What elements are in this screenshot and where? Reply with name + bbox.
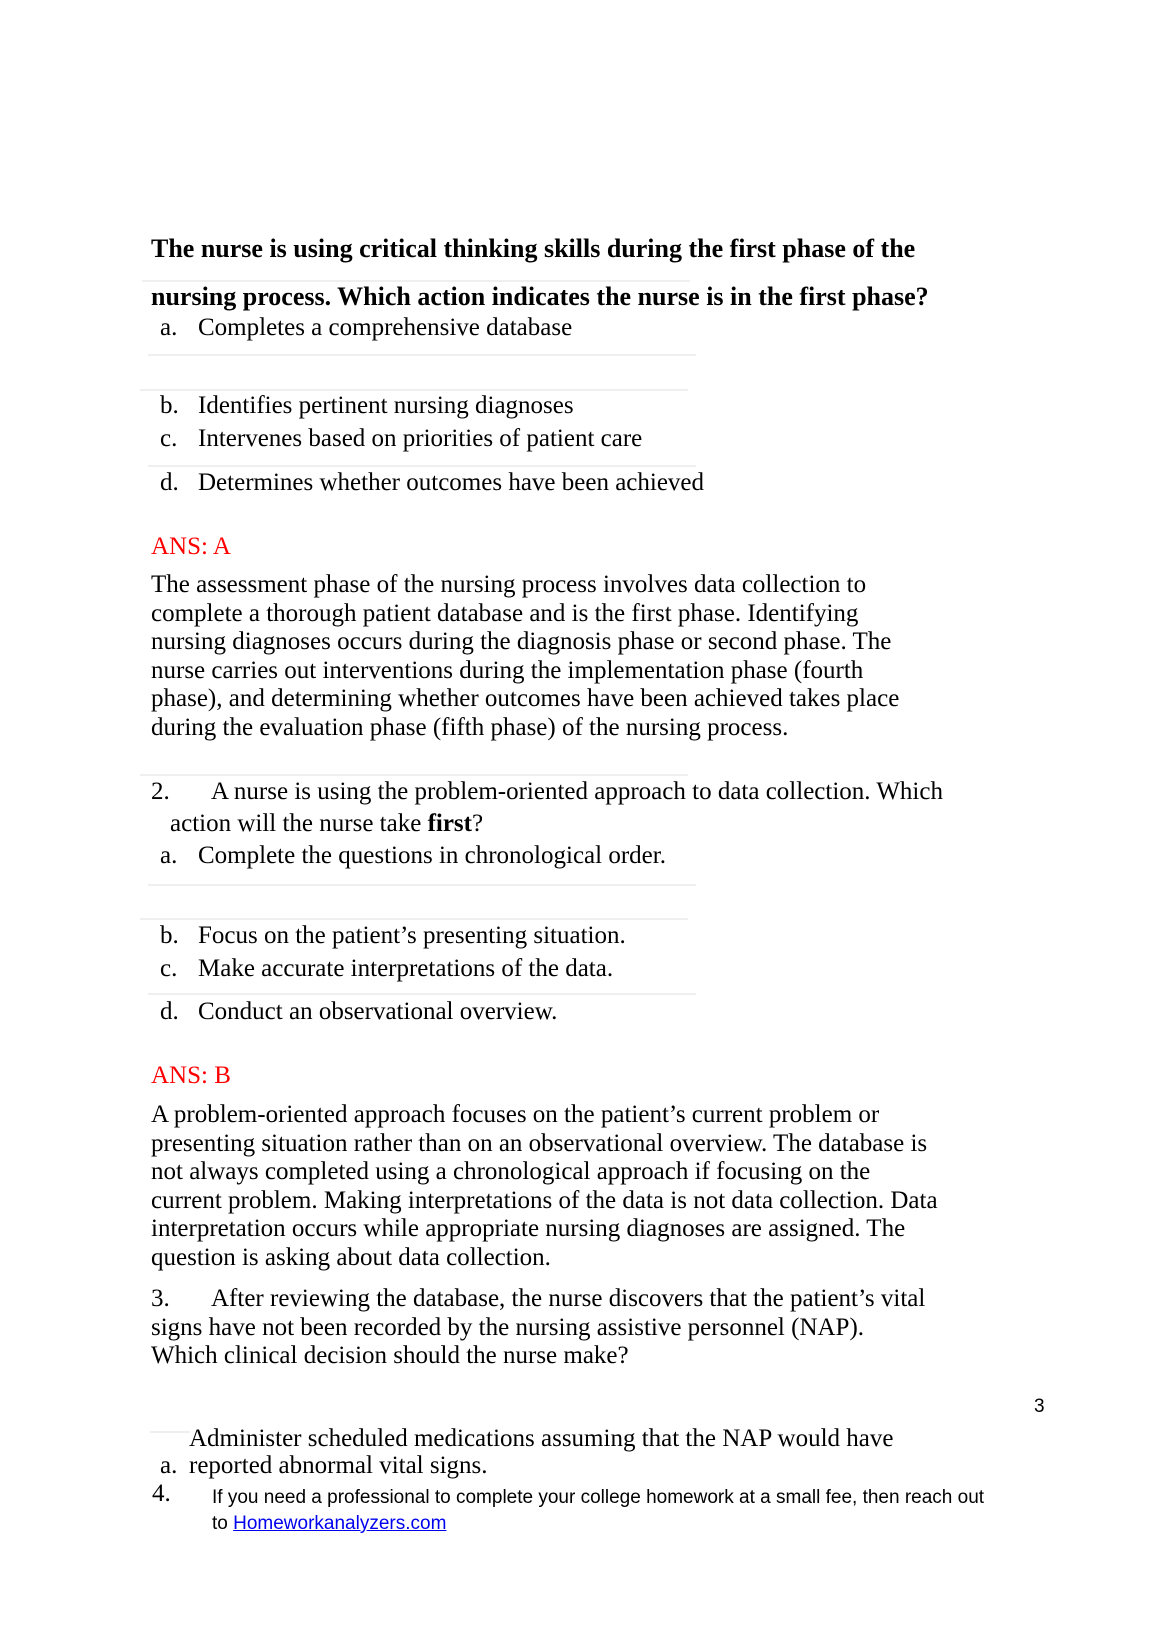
q3-option-a-line1: Administer scheduled medications assuming that the NAP would have: [189, 1425, 894, 1452]
divider: [150, 1431, 190, 1433]
divider: [140, 774, 688, 776]
rationale-line: A problem-oriented approach focuses on the patient’s current problem or: [151, 1101, 880, 1128]
stem-line: Which clinical decision should the nurse make?: [151, 1342, 629, 1369]
option-letter: a.: [160, 1452, 178, 1479]
q2-option-b: [160, 922, 626, 950]
divider: [148, 884, 696, 886]
option-letter: c.: [160, 425, 178, 452]
rationale-line: phase), and determining whether outcomes have been achieved takes place: [151, 685, 900, 712]
option-letter: d.: [160, 469, 179, 496]
rationale-line: The assessment phase of the nursing process involves data collection to: [151, 571, 867, 598]
q1-option-c: [160, 425, 642, 453]
rationale-line: not always completed using a chronological approach if focusing on the: [151, 1158, 871, 1185]
stem-text: ?: [471, 810, 484, 837]
homeworkanalyzers-link[interactable]: Homeworkanalyzers.com: [233, 1513, 447, 1534]
q2-stem-line2: [170, 810, 483, 838]
stem-text: action will the nurse take: [170, 810, 428, 837]
option-letter: a.: [160, 314, 178, 341]
option-letter: c.: [160, 955, 178, 982]
q2-option-a: [160, 842, 666, 870]
q2-stem-line1: [151, 778, 943, 806]
q1-stem-line2: nursing process. Which action indicates the nurse is in the first phase?: [151, 282, 929, 311]
option-text: Conduct an observational overview.: [198, 998, 558, 1025]
stem-text: After reviewing the database, the nurse discovers that the patient’s vital: [211, 1285, 926, 1312]
stem-emphasis: first: [427, 810, 472, 837]
divider: [140, 918, 688, 920]
q1-option-b: [160, 392, 574, 420]
stem-line: signs have not been recorded by the nursing assistive personnel (NAP).: [151, 1313, 865, 1341]
q2-option-d: [160, 998, 557, 1026]
rationale-line: interpretation occurs while appropriate nursing diagnoses are assigned. The: [151, 1215, 906, 1242]
q1-rationale: [151, 571, 1031, 742]
stem-text: A nurse is using the problem-oriented approach to data collection. Which: [211, 778, 943, 805]
footer-text-prefix: to: [212, 1513, 234, 1534]
footer-text-line2: [212, 1511, 984, 1537]
option-text: Complete the questions in chronological order.: [198, 842, 666, 869]
page-number: 3: [1034, 1396, 1045, 1417]
question-number: 3.: [151, 1285, 170, 1312]
rationale-line: during the evaluation phase (fifth phase) of the nursing process.: [151, 713, 789, 741]
q1-answer: ANS: A: [151, 533, 231, 560]
q2-option-c: [160, 955, 613, 983]
q1-stem-line1: The nurse is using critical thinking skills during the first phase of the: [151, 234, 916, 263]
divider: [140, 389, 688, 391]
footer-text-line1: If you need a professional to complete your college homework at a small fee, then reach out: [212, 1487, 985, 1508]
divider: [148, 993, 696, 995]
option-text: Intervenes based on priorities of patient care: [198, 425, 643, 452]
question-number: 2.: [151, 778, 170, 805]
option-text: Focus on the patient’s presenting situation.: [198, 922, 626, 949]
rationale-line: nursing diagnoses occurs during the diagnosis phase or second phase. The: [151, 628, 892, 655]
q1-option-d: [160, 469, 704, 497]
stem-line: [151, 1285, 1051, 1314]
divider: [148, 354, 696, 356]
rationale-line: current problem. Making interpretations of the data is not data collection. Data: [151, 1186, 938, 1214]
rationale-line: presenting situation rather than on an observational overview. The database is: [151, 1129, 928, 1157]
option-letter: b.: [160, 392, 179, 419]
rationale-line: question is asking about data collection.: [151, 1243, 551, 1271]
q3-stem: [151, 1285, 1051, 1371]
option-text: Determines whether outcomes have been achieved: [198, 469, 705, 496]
q3-option-a-line2: [160, 1452, 488, 1480]
footer-number: 4.: [152, 1480, 171, 1507]
rationale-line: nurse carries out interventions during the implementation phase (fourth: [151, 656, 864, 684]
option-letter: b.: [160, 922, 179, 949]
q2-answer: ANS: B: [151, 1062, 231, 1089]
q1-option-a: [160, 314, 572, 342]
option-text: Identifies pertinent nursing diagnoses: [198, 392, 574, 419]
option-letter: d.: [160, 998, 179, 1025]
footer-promo: [212, 1485, 984, 1537]
option-letter: a.: [160, 842, 178, 869]
divider: [148, 465, 696, 467]
option-text: Completes a comprehensive database: [198, 314, 573, 341]
rationale-line: complete a thorough patient database and is the first phase. Identifying: [151, 599, 859, 627]
option-text: Make accurate interpretations of the data.: [198, 955, 614, 982]
q2-rationale: [151, 1101, 1051, 1272]
option-text: reported abnormal vital signs.: [189, 1452, 488, 1479]
